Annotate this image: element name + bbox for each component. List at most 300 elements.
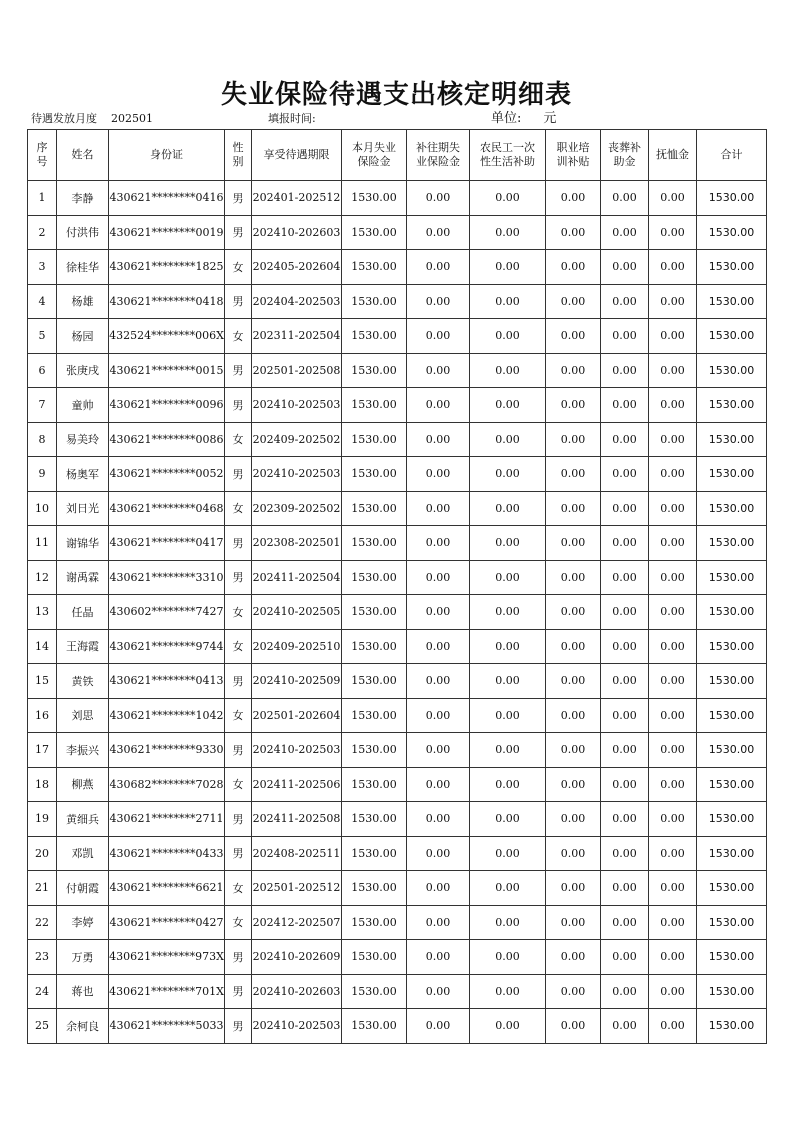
row-funeral-subsidy: 0.00 — [601, 388, 649, 423]
row-training-subsidy: 0.00 — [546, 422, 601, 457]
row-seq: 16 — [28, 698, 57, 733]
row-total: 1530.00 — [697, 836, 767, 871]
table-row — [28, 181, 767, 216]
row-back-pay: 0.00 — [407, 629, 470, 664]
row-pension: 0.00 — [649, 181, 697, 216]
row-period: 202308-202501 — [252, 526, 342, 561]
row-id-number: 430682********7028 — [109, 767, 225, 802]
payout-month-label: 待遇发放月度 — [31, 112, 97, 125]
row-total: 1530.00 — [697, 181, 767, 216]
table-row — [28, 560, 767, 595]
row-name: 谢锦华 — [57, 526, 109, 561]
row-name: 张庚戌 — [57, 353, 109, 388]
row-name: 蒋也 — [57, 974, 109, 1009]
row-total: 1530.00 — [697, 802, 767, 837]
table-row — [28, 595, 767, 630]
row-migrant-subsidy: 0.00 — [470, 215, 546, 250]
table-row — [28, 491, 767, 526]
row-total: 1530.00 — [697, 319, 767, 354]
row-monthly-benefit: 1530.00 — [342, 181, 407, 216]
row-period: 202311-202504 — [252, 319, 342, 354]
table-row — [28, 215, 767, 250]
row-total: 1530.00 — [697, 595, 767, 630]
benefit-detail-table — [27, 129, 767, 1044]
row-monthly-benefit: 1530.00 — [342, 802, 407, 837]
row-training-subsidy: 0.00 — [546, 560, 601, 595]
row-monthly-benefit: 1530.00 — [342, 836, 407, 871]
row-period: 202309-202502 — [252, 491, 342, 526]
table-row — [28, 319, 767, 354]
row-monthly-benefit: 1530.00 — [342, 353, 407, 388]
row-gender: 男 — [225, 802, 252, 837]
row-gender: 男 — [225, 457, 252, 492]
table-row — [28, 250, 767, 285]
col-header-migrant: 农民工一次性生活补助 — [470, 130, 546, 181]
row-gender: 男 — [225, 284, 252, 319]
row-name: 黄细兵 — [57, 802, 109, 837]
row-id-number: 430621********0433 — [109, 836, 225, 871]
payout-month — [31, 110, 153, 126]
row-training-subsidy: 0.00 — [546, 595, 601, 630]
row-id-number: 430621********0413 — [109, 664, 225, 699]
row-name: 童帅 — [57, 388, 109, 423]
row-name: 刘思 — [57, 698, 109, 733]
row-period: 202410-202503 — [252, 388, 342, 423]
row-seq: 21 — [28, 871, 57, 906]
row-seq: 22 — [28, 905, 57, 940]
row-id-number: 430621********6621 — [109, 871, 225, 906]
unit-value: 元 — [543, 111, 557, 126]
row-pension: 0.00 — [649, 802, 697, 837]
row-period: 202401-202512 — [252, 181, 342, 216]
row-name: 余柯良 — [57, 1009, 109, 1044]
row-monthly-benefit: 1530.00 — [342, 871, 407, 906]
col-header-pension: 抚恤金 — [649, 130, 697, 181]
row-back-pay: 0.00 — [407, 974, 470, 1009]
table-row — [28, 871, 767, 906]
row-period: 202412-202507 — [252, 905, 342, 940]
row-total: 1530.00 — [697, 871, 767, 906]
row-funeral-subsidy: 0.00 — [601, 181, 649, 216]
row-funeral-subsidy: 0.00 — [601, 284, 649, 319]
row-name: 杨雄 — [57, 284, 109, 319]
row-pension: 0.00 — [649, 491, 697, 526]
row-monthly-benefit: 1530.00 — [342, 215, 407, 250]
table-row — [28, 974, 767, 1009]
row-training-subsidy: 0.00 — [546, 491, 601, 526]
row-gender: 女 — [225, 698, 252, 733]
row-funeral-subsidy: 0.00 — [601, 215, 649, 250]
fill-time-label: 填报时间: — [268, 112, 316, 125]
row-back-pay: 0.00 — [407, 284, 470, 319]
row-migrant-subsidy: 0.00 — [470, 1009, 546, 1044]
row-period: 202501-202508 — [252, 353, 342, 388]
table-row — [28, 284, 767, 319]
row-pension: 0.00 — [649, 836, 697, 871]
row-id-number: 430621********0468 — [109, 491, 225, 526]
row-seq: 17 — [28, 733, 57, 768]
row-migrant-subsidy: 0.00 — [470, 974, 546, 1009]
row-back-pay: 0.00 — [407, 526, 470, 561]
row-training-subsidy: 0.00 — [546, 526, 601, 561]
row-period: 202411-202506 — [252, 767, 342, 802]
table-row — [28, 664, 767, 699]
col-header-seq: 序号 — [28, 130, 57, 181]
row-funeral-subsidy: 0.00 — [601, 836, 649, 871]
row-seq: 5 — [28, 319, 57, 354]
row-id-number: 430621********5033 — [109, 1009, 225, 1044]
row-name: 王海霞 — [57, 629, 109, 664]
row-monthly-benefit: 1530.00 — [342, 698, 407, 733]
row-gender: 男 — [225, 388, 252, 423]
row-pension: 0.00 — [649, 560, 697, 595]
row-training-subsidy: 0.00 — [546, 802, 601, 837]
row-period: 202409-202502 — [252, 422, 342, 457]
row-migrant-subsidy: 0.00 — [470, 629, 546, 664]
row-gender: 男 — [225, 940, 252, 975]
row-migrant-subsidy: 0.00 — [470, 181, 546, 216]
row-monthly-benefit: 1530.00 — [342, 1009, 407, 1044]
row-seq: 18 — [28, 767, 57, 802]
row-pension: 0.00 — [649, 388, 697, 423]
row-name: 李振兴 — [57, 733, 109, 768]
row-total: 1530.00 — [697, 491, 767, 526]
row-period: 202410-202503 — [252, 1009, 342, 1044]
row-seq: 9 — [28, 457, 57, 492]
fill-time — [268, 110, 316, 126]
row-training-subsidy: 0.00 — [546, 284, 601, 319]
row-name: 易美玲 — [57, 422, 109, 457]
row-id-number: 430621********0086 — [109, 422, 225, 457]
row-funeral-subsidy: 0.00 — [601, 698, 649, 733]
row-seq: 23 — [28, 940, 57, 975]
row-funeral-subsidy: 0.00 — [601, 733, 649, 768]
row-monthly-benefit: 1530.00 — [342, 733, 407, 768]
row-funeral-subsidy: 0.00 — [601, 595, 649, 630]
row-monthly-benefit: 1530.00 — [342, 629, 407, 664]
row-funeral-subsidy: 0.00 — [601, 802, 649, 837]
row-back-pay: 0.00 — [407, 905, 470, 940]
row-period: 202410-202603 — [252, 974, 342, 1009]
row-funeral-subsidy: 0.00 — [601, 974, 649, 1009]
payout-month-value: 202501 — [111, 112, 153, 125]
row-training-subsidy: 0.00 — [546, 215, 601, 250]
row-funeral-subsidy: 0.00 — [601, 491, 649, 526]
row-period: 202410-202603 — [252, 215, 342, 250]
row-training-subsidy: 0.00 — [546, 388, 601, 423]
row-funeral-subsidy: 0.00 — [601, 457, 649, 492]
table-row — [28, 388, 767, 423]
row-id-number: 430621********1042 — [109, 698, 225, 733]
row-training-subsidy: 0.00 — [546, 767, 601, 802]
row-period: 202409-202510 — [252, 629, 342, 664]
row-id-number: 430621********3310 — [109, 560, 225, 595]
row-id-number: 430621********0019 — [109, 215, 225, 250]
row-gender: 男 — [225, 215, 252, 250]
row-name: 黄铁 — [57, 664, 109, 699]
row-total: 1530.00 — [697, 664, 767, 699]
row-period: 202410-202503 — [252, 457, 342, 492]
row-monthly-benefit: 1530.00 — [342, 664, 407, 699]
row-training-subsidy: 0.00 — [546, 664, 601, 699]
row-monthly-benefit: 1530.00 — [342, 560, 407, 595]
row-funeral-subsidy: 0.00 — [601, 353, 649, 388]
table-row — [28, 698, 767, 733]
row-pension: 0.00 — [649, 422, 697, 457]
row-seq: 8 — [28, 422, 57, 457]
row-migrant-subsidy: 0.00 — [470, 284, 546, 319]
row-total: 1530.00 — [697, 1009, 767, 1044]
row-back-pay: 0.00 — [407, 664, 470, 699]
row-funeral-subsidy: 0.00 — [601, 1009, 649, 1044]
row-back-pay: 0.00 — [407, 353, 470, 388]
row-monthly-benefit: 1530.00 — [342, 250, 407, 285]
row-gender: 男 — [225, 181, 252, 216]
row-seq: 15 — [28, 664, 57, 699]
row-pension: 0.00 — [649, 871, 697, 906]
row-period: 202405-202604 — [252, 250, 342, 285]
row-gender: 男 — [225, 353, 252, 388]
row-name: 李婷 — [57, 905, 109, 940]
row-seq: 3 — [28, 250, 57, 285]
unit-label: 单位: — [491, 111, 522, 126]
row-pension: 0.00 — [649, 215, 697, 250]
row-migrant-subsidy: 0.00 — [470, 457, 546, 492]
row-seq: 1 — [28, 181, 57, 216]
row-period: 202410-202505 — [252, 595, 342, 630]
row-seq: 14 — [28, 629, 57, 664]
row-training-subsidy: 0.00 — [546, 250, 601, 285]
row-funeral-subsidy: 0.00 — [601, 560, 649, 595]
table-header-row — [28, 130, 767, 181]
row-funeral-subsidy: 0.00 — [601, 767, 649, 802]
row-gender: 女 — [225, 767, 252, 802]
page-title: 失业保险待遇支出核定明细表 — [220, 80, 572, 110]
row-seq: 11 — [28, 526, 57, 561]
table-row — [28, 526, 767, 561]
row-period: 202411-202504 — [252, 560, 342, 595]
row-gender: 男 — [225, 664, 252, 699]
row-pension: 0.00 — [649, 526, 697, 561]
row-back-pay: 0.00 — [407, 595, 470, 630]
row-migrant-subsidy: 0.00 — [470, 905, 546, 940]
row-seq: 19 — [28, 802, 57, 837]
row-migrant-subsidy: 0.00 — [470, 836, 546, 871]
row-gender: 男 — [225, 836, 252, 871]
row-migrant-subsidy: 0.00 — [470, 595, 546, 630]
row-id-number: 430621********973X — [109, 940, 225, 975]
row-migrant-subsidy: 0.00 — [470, 560, 546, 595]
row-id-number: 430621********9744 — [109, 629, 225, 664]
row-id-number: 430621********1825 — [109, 250, 225, 285]
row-total: 1530.00 — [697, 353, 767, 388]
row-seq: 6 — [28, 353, 57, 388]
row-id-number: 430621********701X — [109, 974, 225, 1009]
row-seq: 7 — [28, 388, 57, 423]
row-back-pay: 0.00 — [407, 319, 470, 354]
row-gender: 男 — [225, 526, 252, 561]
row-migrant-subsidy: 0.00 — [470, 319, 546, 354]
row-training-subsidy: 0.00 — [546, 1009, 601, 1044]
row-pension: 0.00 — [649, 457, 697, 492]
row-monthly-benefit: 1530.00 — [342, 595, 407, 630]
row-back-pay: 0.00 — [407, 767, 470, 802]
row-back-pay: 0.00 — [407, 836, 470, 871]
col-header-total: 合计 — [697, 130, 767, 181]
row-id-number: 432524********006X — [109, 319, 225, 354]
row-id-number: 430621********2711 — [109, 802, 225, 837]
row-back-pay: 0.00 — [407, 388, 470, 423]
row-funeral-subsidy: 0.00 — [601, 422, 649, 457]
row-seq: 20 — [28, 836, 57, 871]
row-id-number: 430621********0417 — [109, 526, 225, 561]
row-period: 202411-202508 — [252, 802, 342, 837]
row-pension: 0.00 — [649, 319, 697, 354]
row-id-number: 430621********0427 — [109, 905, 225, 940]
row-back-pay: 0.00 — [407, 181, 470, 216]
row-monthly-benefit: 1530.00 — [342, 422, 407, 457]
row-back-pay: 0.00 — [407, 871, 470, 906]
row-pension: 0.00 — [649, 733, 697, 768]
row-monthly-benefit: 1530.00 — [342, 284, 407, 319]
row-id-number: 430621********0096 — [109, 388, 225, 423]
table-row — [28, 353, 767, 388]
row-seq: 13 — [28, 595, 57, 630]
row-migrant-subsidy: 0.00 — [470, 871, 546, 906]
table-row — [28, 457, 767, 492]
row-pension: 0.00 — [649, 664, 697, 699]
row-funeral-subsidy: 0.00 — [601, 940, 649, 975]
row-back-pay: 0.00 — [407, 250, 470, 285]
row-total: 1530.00 — [697, 250, 767, 285]
col-header-back-pay: 补往期失业保险金 — [407, 130, 470, 181]
row-total: 1530.00 — [697, 767, 767, 802]
row-seq: 10 — [28, 491, 57, 526]
col-header-period: 享受待遇期限 — [252, 130, 342, 181]
row-gender: 男 — [225, 974, 252, 1009]
row-pension: 0.00 — [649, 698, 697, 733]
row-seq: 12 — [28, 560, 57, 595]
currency-unit — [491, 107, 556, 126]
row-migrant-subsidy: 0.00 — [470, 353, 546, 388]
row-pension: 0.00 — [649, 767, 697, 802]
row-seq: 24 — [28, 974, 57, 1009]
row-monthly-benefit: 1530.00 — [342, 974, 407, 1009]
row-back-pay: 0.00 — [407, 457, 470, 492]
row-training-subsidy: 0.00 — [546, 871, 601, 906]
row-gender: 女 — [225, 905, 252, 940]
row-total: 1530.00 — [697, 698, 767, 733]
row-period: 202501-202512 — [252, 871, 342, 906]
row-pension: 0.00 — [649, 1009, 697, 1044]
row-migrant-subsidy: 0.00 — [470, 698, 546, 733]
row-back-pay: 0.00 — [407, 560, 470, 595]
row-pension: 0.00 — [649, 284, 697, 319]
row-migrant-subsidy: 0.00 — [470, 767, 546, 802]
row-id-number: 430602********7427 — [109, 595, 225, 630]
row-funeral-subsidy: 0.00 — [601, 905, 649, 940]
row-total: 1530.00 — [697, 733, 767, 768]
row-migrant-subsidy: 0.00 — [470, 733, 546, 768]
row-period: 202404-202503 — [252, 284, 342, 319]
row-back-pay: 0.00 — [407, 422, 470, 457]
row-seq: 25 — [28, 1009, 57, 1044]
row-migrant-subsidy: 0.00 — [470, 250, 546, 285]
row-total: 1530.00 — [697, 215, 767, 250]
row-period: 202410-202509 — [252, 664, 342, 699]
row-training-subsidy: 0.00 — [546, 319, 601, 354]
table-row — [28, 905, 767, 940]
row-id-number: 430621********0015 — [109, 353, 225, 388]
row-period: 202408-202511 — [252, 836, 342, 871]
row-monthly-benefit: 1530.00 — [342, 457, 407, 492]
row-migrant-subsidy: 0.00 — [470, 491, 546, 526]
row-back-pay: 0.00 — [407, 940, 470, 975]
row-training-subsidy: 0.00 — [546, 353, 601, 388]
row-funeral-subsidy: 0.00 — [601, 526, 649, 561]
row-total: 1530.00 — [697, 284, 767, 319]
row-migrant-subsidy: 0.00 — [470, 664, 546, 699]
row-pension: 0.00 — [649, 905, 697, 940]
row-back-pay: 0.00 — [407, 1009, 470, 1044]
row-training-subsidy: 0.00 — [546, 457, 601, 492]
table-row — [28, 629, 767, 664]
row-name: 李静 — [57, 181, 109, 216]
row-period: 202501-202604 — [252, 698, 342, 733]
row-pension: 0.00 — [649, 940, 697, 975]
table-row — [28, 1009, 767, 1044]
row-training-subsidy: 0.00 — [546, 836, 601, 871]
row-total: 1530.00 — [697, 974, 767, 1009]
row-migrant-subsidy: 0.00 — [470, 526, 546, 561]
row-training-subsidy: 0.00 — [546, 905, 601, 940]
row-total: 1530.00 — [697, 422, 767, 457]
row-name: 任晶 — [57, 595, 109, 630]
table-row — [28, 940, 767, 975]
row-gender: 女 — [225, 491, 252, 526]
table-row — [28, 767, 767, 802]
row-pension: 0.00 — [649, 250, 697, 285]
row-seq: 2 — [28, 215, 57, 250]
row-gender: 女 — [225, 871, 252, 906]
row-name: 邓凯 — [57, 836, 109, 871]
col-header-training: 职业培训补贴 — [546, 130, 601, 181]
row-id-number: 430621********9330 — [109, 733, 225, 768]
col-header-name: 姓名 — [57, 130, 109, 181]
row-back-pay: 0.00 — [407, 698, 470, 733]
row-gender: 女 — [225, 629, 252, 664]
row-gender: 男 — [225, 733, 252, 768]
row-id-number: 430621********0416 — [109, 181, 225, 216]
row-migrant-subsidy: 0.00 — [470, 802, 546, 837]
col-header-id: 身份证 — [109, 130, 225, 181]
row-total: 1530.00 — [697, 526, 767, 561]
row-total: 1530.00 — [697, 388, 767, 423]
row-pension: 0.00 — [649, 629, 697, 664]
table-row — [28, 802, 767, 837]
row-training-subsidy: 0.00 — [546, 940, 601, 975]
row-gender: 男 — [225, 560, 252, 595]
row-seq: 4 — [28, 284, 57, 319]
row-monthly-benefit: 1530.00 — [342, 319, 407, 354]
row-name: 付洪伟 — [57, 215, 109, 250]
row-monthly-benefit: 1530.00 — [342, 388, 407, 423]
col-header-funeral: 丧葬补助金 — [601, 130, 649, 181]
table-row — [28, 836, 767, 871]
row-monthly-benefit: 1530.00 — [342, 526, 407, 561]
row-monthly-benefit: 1530.00 — [342, 940, 407, 975]
row-name: 刘日光 — [57, 491, 109, 526]
